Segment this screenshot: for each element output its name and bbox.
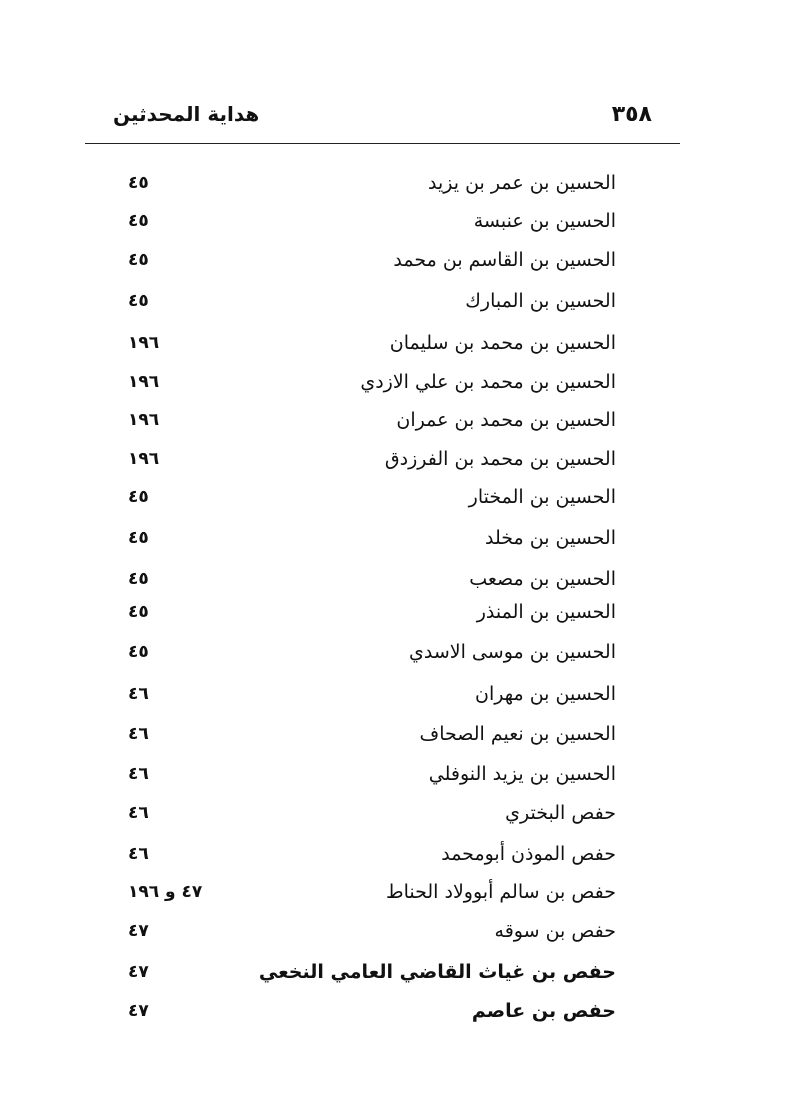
entry-name: الحسين بن عنبسة <box>473 210 616 232</box>
page-number: ٣٥٨ <box>611 102 652 127</box>
index-entry <box>120 367 620 401</box>
entry-pages: ٤٥ <box>128 642 149 662</box>
entry-pages: ٤٦ <box>128 724 149 744</box>
entry-name: الحسين بن يزيد النوفلي <box>428 763 616 785</box>
index-entry <box>120 482 620 516</box>
entry-pages: ٤٥ <box>128 528 149 548</box>
entry-name: الحسين بن موسى الاسدي <box>409 641 616 663</box>
entry-pages: ١٩٦ <box>128 449 160 469</box>
index-entry <box>120 444 620 478</box>
index-entry <box>120 286 620 320</box>
entry-name: الحسين بن محمد بن عمران <box>396 409 616 431</box>
entry-name: حفص بن سوقه <box>494 920 616 942</box>
index-entry <box>120 759 620 793</box>
entry-name: الحسين بن المختار <box>468 486 616 508</box>
entry-name: الحسين بن المبارك <box>465 290 616 312</box>
entry-name: الحسين بن مخلد <box>484 527 616 549</box>
index-entry <box>120 206 620 240</box>
entry-pages: ١٩٦ <box>128 410 160 430</box>
index-entry <box>120 564 620 598</box>
entry-pages: ٤٥ <box>128 487 149 507</box>
entry-pages: ٤٥ <box>128 569 149 589</box>
entry-pages: ٤٥ <box>128 291 149 311</box>
entry-pages: ٤٧ <box>128 962 149 982</box>
entry-pages: ١٩٦ <box>128 372 160 392</box>
running-title: هداية المحدثين <box>113 102 260 126</box>
index-entry <box>120 996 620 1030</box>
entry-name: الحسين بن المنذر <box>476 601 616 623</box>
index-entry <box>120 839 620 873</box>
entry-name: حفص البختري <box>505 802 616 824</box>
entry-pages: ٤٧ <box>128 921 149 941</box>
entry-name: الحسين بن محمد بن سليمان <box>389 332 616 354</box>
entry-name: الحسين بن عمر بن يزيد <box>428 172 616 194</box>
entry-pages: ٤٥ <box>128 250 149 270</box>
entry-name: حفص بن غياث القاضي العامي النخعي <box>258 961 616 983</box>
index-entry <box>120 957 620 991</box>
index-entry <box>120 719 620 753</box>
index-entry <box>120 245 620 279</box>
index-entry <box>120 679 620 713</box>
entry-name: حفص بن عاصم <box>471 1000 616 1022</box>
entry-name: حفص بن سالم أبوولاد الحناط <box>386 881 616 903</box>
index-list <box>120 0 620 1114</box>
entry-name: الحسين بن محمد بن الفرزدق <box>384 448 616 470</box>
index-entry <box>120 637 620 671</box>
entry-pages: ٤٦ <box>128 764 149 784</box>
index-entry <box>120 405 620 439</box>
index-entry <box>120 798 620 832</box>
index-entry <box>120 328 620 362</box>
entry-name: الحسين بن القاسم بن محمد <box>393 249 616 271</box>
entry-pages: ٤٦ <box>128 803 149 823</box>
entry-name: حفص الموذن أبومحمد <box>441 843 616 865</box>
entry-name: الحسين بن مهران <box>475 683 616 705</box>
index-entry <box>120 597 620 631</box>
entry-name: الحسين بن نعيم الصحاف <box>419 723 616 745</box>
entry-pages: ٤٦ <box>128 844 149 864</box>
entry-pages: ٤٦ <box>128 684 149 704</box>
index-entry <box>120 168 620 202</box>
index-entry <box>120 916 620 950</box>
entry-pages: ٤٥ <box>128 602 149 622</box>
entry-pages: ٤٥ <box>128 173 149 193</box>
entry-pages: ١٩٦ <box>128 333 160 353</box>
entry-name: الحسين بن مصعب <box>469 568 616 590</box>
index-entry <box>120 877 620 911</box>
entry-pages: ٤٧ <box>128 1001 149 1021</box>
entry-pages: ٤٧ و ١٩٦ <box>128 882 203 902</box>
index-entry <box>120 523 620 557</box>
entry-name: الحسين بن محمد بن علي الازدي <box>360 371 616 393</box>
entry-pages: ٤٥ <box>128 211 149 231</box>
